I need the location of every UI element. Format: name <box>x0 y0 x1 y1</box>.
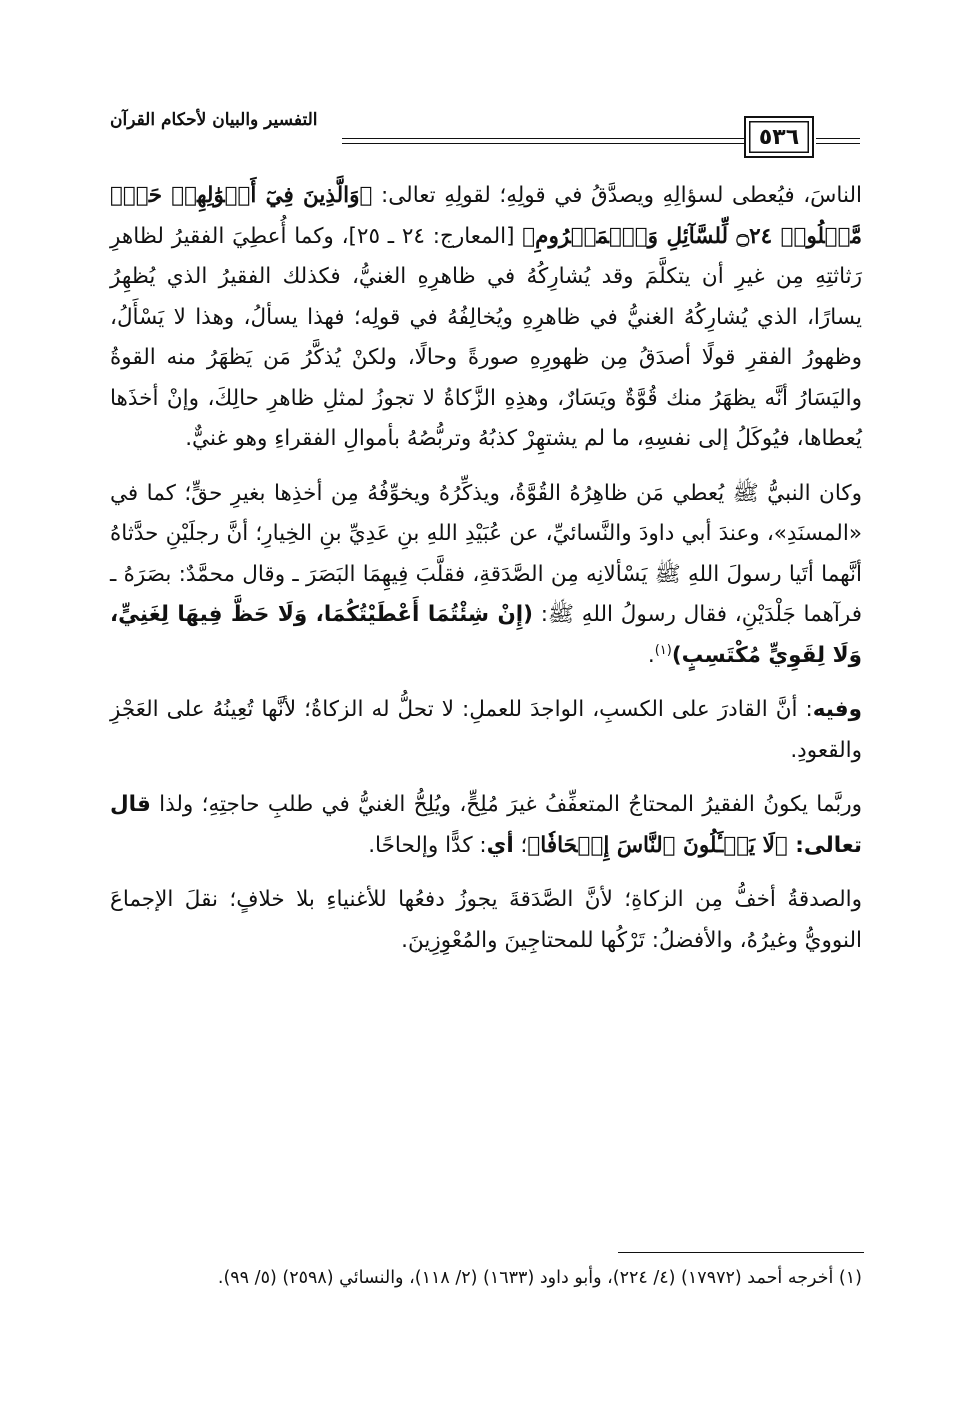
p2-text-a: وكان النبيُّ ﷺ يُعطي مَن ظاهِرُهُ القُوَّةُ، ويذكِّرُهُ ويخوِّفُهُ مِن أخذِها بغيرِ حقٍّ؛ كما في «المسنَدِ»، وعندَ أبي داودَ والنَّسائيِّ، عن عُبَيْدِ اللهِ بنِ عَدِيِّ بنِ الخِيارِ؛ أنَّ رجلَيْنِ حدَّثاهُ أنَّهما أتَيا رسولَ اللهِ ﷺ يَسْألانِه مِن الصَّدَقةِ، فقلَّبَ فِيهِمَا البَصَرَ ـ وقال محمَّدٌ: بصَرَهُ ـ فرآهما جَلْدَيْنِ، فقال رسولُ اللهِ ﷺ: <box>110 480 862 627</box>
p4-text-c: : كدًّا وإلحاحًا. <box>368 832 487 858</box>
quran-verse-1: ﴿وَالَّذِينَ فِيٓ أَمۡوَٰلِهِمۡ حَقّٞ مَّعۡلُومٞ ۝٢٤ لِّلسَّآئِلِ وَٱلۡمَحۡرُومِ﴾ <box>110 183 862 249</box>
footnote: (١) أخرجه أحمد (١٧٩٧٢) (٤/ ٢٢٤)، وأبو داود (١٦٣٣) (٢/ ١١٨)، والنسائي (٢٥٩٨) (٥/ ٩٩). <box>217 1268 862 1288</box>
p4-text-a: وربَّما يكونُ الفقيرُ المحتاجُ المتعفِّفُ غيرَ مُلِحٍّ، ويُلِحُّ الغنيُّ في طلبِ حاجتِهِ؛ ولذا <box>150 792 862 817</box>
main-text <box>110 176 862 961</box>
page-number: ٥٣٦ <box>744 116 814 158</box>
paragraph-3 <box>110 690 862 771</box>
hadith-quote: (إِنْ شِئْتُمَا أَعْطَيْتُكُمَا، وَلَا حَظَّ فِيهَا لِغَنِيٍّ، وَلَا لِقَوِيٍّ مُكْتَسِبٍ) <box>110 602 862 668</box>
page-header <box>110 108 860 160</box>
p4-keyword-ay: أي <box>486 832 514 858</box>
quran-verse-2: ﴿لَا يَسۡـَٔلُونَ ٱلنَّاسَ إِلۡحَافٗا﴾ <box>527 832 796 858</box>
p4-keyword-qala: قال تعالى: <box>110 792 862 858</box>
p5-text: والصدقةُ أخفُّ مِن الزكاةِ؛ لأنَّ الصَّدَقةَ يجوزُ دفعُها للأغنياءِ بلا خلافٍ؛ نقلَ الإجماعَ النوويُّ وغيرُهُ، والأفضلُ: تَرْكُها للمحتاجِينَ والمُعْوِزِينَ. <box>110 887 862 953</box>
p3-text: : أنَّ القادرَ على الكسبِ، الواجدَ للعملِ: لا تحلُّ له الزكاةُ؛ لأنَّها تُعِينُهُ على العَجْزِ والقعودِ. <box>110 697 862 763</box>
paragraph-2 <box>110 474 862 677</box>
header-rule-left <box>342 138 744 139</box>
paragraph-1 <box>110 176 862 460</box>
footnote-reference: (١) <box>654 642 672 658</box>
p1-text-b: [المعارج: ٢٤ ـ ٢٥]، وكما أُعطِيَ الفقيرُ لظاهرِ رَثاثتِهِ مِن غيرِ أن يتكلَّمَ وقد يُشارِكُهُ في ظاهرِهِ الغنيُّ، فكذلك الفقيرُ الذي يُظهِرُ يسارًا، الذي يُشارِكُهُ الغنيُّ في ظاهرِهِ ويُخالِفُهُ في قولِه؛ فهذا يسألُ، وهذا لا يَسْأَلُ، وظهورُ الفقرِ قولًا أصدَقُ مِن ظهورِهِ صورةً وحالًا، ولكنْ يُذكَّرُ مَن يَظهَرُ منه القوةُ واليَسَارُ أنَّه يظهَرُ منك قُوَّةٌ ويَسَارٌ، وهذِهِ الزَّكاةُ لا تجوزُ لمثلِ ظاهرِ حالِكَ، وإنْ أخذَها يُعطاها، فيُوكَلُ إلى نفسِهِ، ما لم يشتهِرْ كذبُهُ وتربُّصُهُ بأموالِ الفقراءِ وهو غنيٌّ. <box>110 223 862 451</box>
header-rule-right-lower <box>816 143 860 144</box>
p3-keyword: وفيه <box>812 697 862 722</box>
paragraph-5 <box>110 880 862 961</box>
paragraph-4 <box>110 785 862 866</box>
p1-text-a: الناسَ، فيُعطى لسؤالِهِ ويصدَّقُ في قولِهِ؛ لقولِهِ تعالى: <box>372 183 862 208</box>
book-title: التفسير والبيان لأحكام القرآن <box>110 110 318 130</box>
header-rule-right <box>816 138 860 139</box>
p4-text-b: ؛ <box>513 832 528 858</box>
footnote-separator <box>618 1252 864 1253</box>
header-rule-left-lower <box>342 143 744 144</box>
p2-text-b: . <box>647 642 655 668</box>
